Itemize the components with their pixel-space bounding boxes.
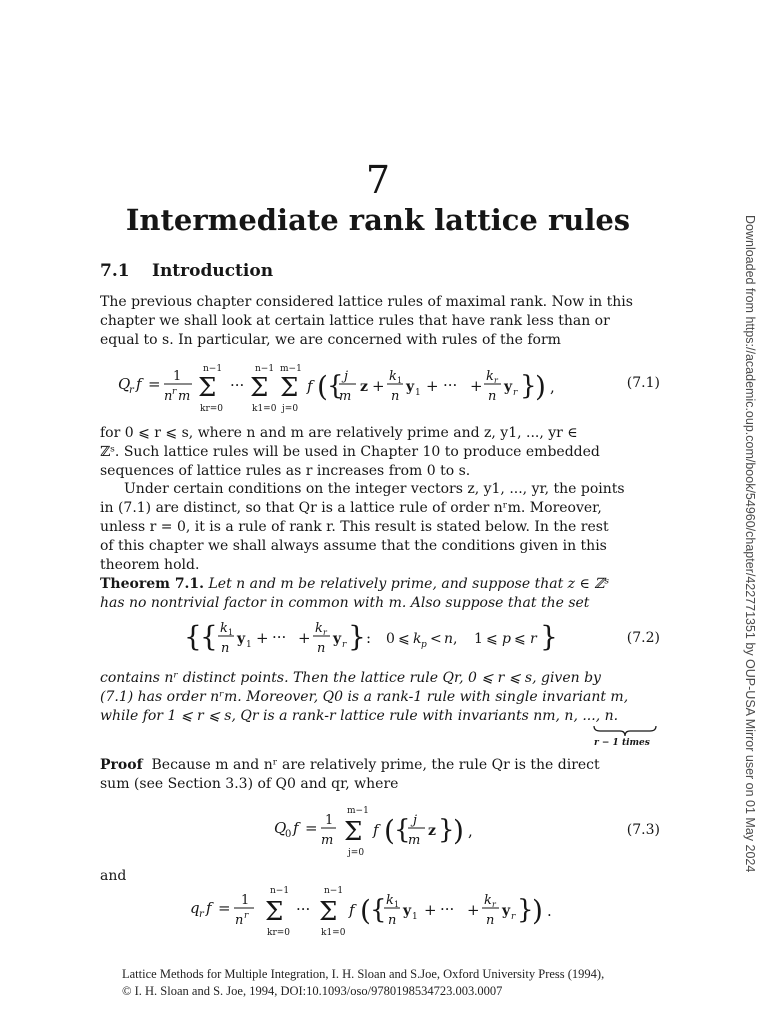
theorem-7-1-statement <box>100 575 660 613</box>
svg-text:n: n <box>486 913 495 928</box>
svg-text:r: r <box>492 900 496 909</box>
download-watermark: Downloaded from https://academic.oup.com/book/54960/chapter/422771351 by OUP-USA Mirror user on 01 May 2024 <box>743 215 757 873</box>
svg-text:r: r <box>530 631 537 647</box>
svg-text:n: n <box>444 631 454 647</box>
svg-text:1: 1 <box>173 369 182 384</box>
svg-text:n: n <box>388 913 397 928</box>
svg-text:k1=0: k1=0 <box>252 404 277 414</box>
svg-text:kr=0: kr=0 <box>200 404 224 414</box>
svg-text:n: n <box>488 389 497 404</box>
after-equation-paragraph <box>100 424 660 481</box>
svg-text:Σ: Σ <box>319 897 338 927</box>
equation-7-3 <box>270 800 510 860</box>
svg-text:n: n <box>221 641 230 656</box>
svg-text:{: { <box>327 371 344 401</box>
svg-text:m: m <box>178 389 191 404</box>
text-line: contains nʳ distinct points. Then the lattice rule Qr, 0 ⩽ r ⩽ s, given by <box>100 670 601 686</box>
svg-text:j=0: j=0 <box>348 848 365 858</box>
svg-text:j: j <box>413 813 418 828</box>
svg-text:1: 1 <box>412 912 418 922</box>
svg-text:(: ( <box>317 370 328 403</box>
svg-text:}: } <box>348 620 366 653</box>
svg-text:k: k <box>389 369 397 384</box>
svg-text:+: + <box>424 901 437 919</box>
svg-text:m−1: m−1 <box>280 364 302 374</box>
svg-text:n: n <box>164 389 173 404</box>
svg-text:1: 1 <box>325 813 334 828</box>
svg-text:+: + <box>470 377 483 395</box>
svg-text:r: r <box>244 911 249 921</box>
svg-text:1: 1 <box>241 893 250 908</box>
svg-text:{: { <box>394 815 411 845</box>
text-line: ℤˢ. Such lattice rules will be used in Chapter 10 to produce embedded <box>100 444 600 460</box>
equation-qr <box>186 880 586 942</box>
svg-text:1: 1 <box>397 376 403 385</box>
svg-text:}: } <box>540 620 558 653</box>
svg-text:n: n <box>317 641 326 656</box>
svg-text:Σ: Σ <box>250 373 269 403</box>
svg-text:k1=0: k1=0 <box>321 928 346 938</box>
svg-text:+: + <box>256 629 269 647</box>
svg-text:m−1: m−1 <box>347 806 369 816</box>
text-line: sum (see Section 3.3) of Q0 and qr, where <box>100 776 399 792</box>
svg-text:r: r <box>199 909 204 920</box>
svg-text:,: , <box>468 822 473 840</box>
svg-text:Q: Q <box>118 375 131 393</box>
svg-text:.: . <box>547 902 552 920</box>
equation-7-2 <box>180 614 580 664</box>
text-line: Under certain conditions on the integer vectors z, y1, ..., yr, the points <box>124 481 625 497</box>
svg-text:j: j <box>344 369 349 384</box>
svg-text:f: f <box>373 821 379 839</box>
svg-text:1: 1 <box>246 640 252 650</box>
svg-text:m: m <box>408 833 421 848</box>
svg-text:+: + <box>372 377 385 395</box>
svg-text:}: } <box>517 895 534 925</box>
svg-text::: : <box>366 629 372 647</box>
svg-text:): ) <box>453 814 464 847</box>
svg-text:n: n <box>235 913 244 928</box>
svg-text:···: ··· <box>443 376 458 394</box>
svg-text:p: p <box>502 631 511 647</box>
footer-line: Lattice Methods for Multiple Integration, I. H. Sloan and S.Joe, Oxford University Press (1994), <box>122 967 605 981</box>
text-line: unless r = 0, it is a rule of rank r. This result is stated below. In the rest <box>100 519 609 535</box>
conditions-paragraph <box>100 480 660 575</box>
text-line: Because m and nʳ are relatively prime, the rule Qr is the direct <box>151 757 600 773</box>
text-line: (7.1) has order nʳm. Moreover, Q0 is a rank-1 rule with single invariant m, <box>100 689 629 705</box>
svg-text:n: n <box>391 389 400 404</box>
equation-label-7-2: (7.2) <box>626 630 660 646</box>
citation-footer <box>122 966 604 1000</box>
intro-paragraph <box>100 293 660 350</box>
svg-text:}: } <box>520 371 537 401</box>
svg-text:{: { <box>184 620 202 653</box>
svg-text:k: k <box>413 631 422 647</box>
svg-text:=: = <box>148 375 161 393</box>
section-title: Introduction <box>152 261 274 281</box>
svg-text:z: z <box>360 379 368 395</box>
text-line: The previous chapter considered lattice rules of maximal rank. Now in this <box>100 294 633 310</box>
svg-text:+: + <box>298 629 311 647</box>
svg-text:f: f <box>307 377 313 395</box>
svg-text:n−1: n−1 <box>203 364 223 374</box>
svg-text:r: r <box>172 387 177 397</box>
svg-text:···: ··· <box>296 900 311 918</box>
svg-text:Q: Q <box>274 819 287 837</box>
svg-text:k: k <box>315 621 323 636</box>
text-line: has no nontrivial factor in common with m. Also suppose that the set <box>100 595 590 611</box>
text-line: for 0 ⩽ r ⩽ s, where n and m are relatively prime and z, y1, ..., yr ∈ <box>100 425 578 441</box>
svg-text:y: y <box>403 903 412 919</box>
svg-text:1: 1 <box>415 388 421 398</box>
svg-text:1: 1 <box>474 631 483 647</box>
svg-text:⩽: ⩽ <box>486 631 498 647</box>
svg-text:(: ( <box>360 894 371 927</box>
svg-text:{: { <box>200 620 218 653</box>
equation-label-7-1: (7.1) <box>626 375 660 391</box>
text-line: while for 1 ⩽ r ⩽ s, Qr is a rank-r lattice rule with invariants nm, n, ..., n. <box>100 708 619 724</box>
svg-text:z: z <box>428 823 436 839</box>
svg-text:kr=0: kr=0 <box>267 928 291 938</box>
svg-text:k: k <box>386 893 394 908</box>
svg-text:⩽: ⩽ <box>398 631 410 647</box>
svg-text:r: r <box>342 640 347 650</box>
svg-text:n−1: n−1 <box>255 364 275 374</box>
svg-text:y: y <box>333 631 342 647</box>
proof-paragraph <box>100 756 660 794</box>
svg-text:0: 0 <box>386 631 395 647</box>
svg-text:Σ: Σ <box>265 897 284 927</box>
svg-text:y: y <box>237 631 246 647</box>
text-line: equal to s. In particular, we are concerned with rules of the form <box>100 332 561 348</box>
svg-text:Σ: Σ <box>198 373 217 403</box>
svg-text:}: } <box>438 815 455 845</box>
svg-text:m: m <box>321 833 334 848</box>
svg-text:q: q <box>190 899 200 917</box>
equation-label-7-3: (7.3) <box>626 822 660 838</box>
text-line: of this chapter we shall always assume that the conditions given in this <box>100 538 607 554</box>
text-line: in (7.1) are distinct, so that Qr is a lattice rule of order nʳm. Moreover, <box>100 500 602 516</box>
svg-text:Σ: Σ <box>280 373 299 403</box>
svg-text:p: p <box>421 640 427 650</box>
svg-text:···: ··· <box>272 628 287 646</box>
svg-text:,: , <box>453 631 458 647</box>
svg-text:r: r <box>129 385 134 396</box>
text-line: Let n and m be relatively prime, and suppose that z ∈ ℤˢ <box>208 576 610 592</box>
svg-text:r: r <box>323 628 327 637</box>
svg-text:m: m <box>339 389 352 404</box>
underbrace-label: r − 1 times <box>594 738 650 748</box>
svg-text:r: r <box>494 376 498 385</box>
svg-text:+: + <box>426 377 439 395</box>
svg-text:=: = <box>305 819 318 837</box>
svg-text:,: , <box>550 378 555 396</box>
and-word: and <box>100 868 127 884</box>
text-line: chapter we shall look at certain lattice rules that have rank less than or <box>100 313 610 329</box>
svg-text:f: f <box>349 901 355 919</box>
theorem-label: Theorem 7.1. <box>100 576 205 592</box>
svg-text:···: ··· <box>440 900 455 918</box>
chapter-title: Intermediate rank lattice rules <box>125 203 631 237</box>
svg-text:y: y <box>406 379 415 395</box>
equation-7-1 <box>110 358 620 420</box>
svg-text:<: < <box>430 631 442 647</box>
svg-text:1: 1 <box>394 900 400 909</box>
svg-text:k: k <box>484 893 492 908</box>
theorem-7-1-conclusion <box>100 669 660 726</box>
svg-text:j=0: j=0 <box>282 404 299 414</box>
svg-text:f: f <box>136 375 142 393</box>
svg-text:): ) <box>535 370 546 403</box>
svg-text:f: f <box>206 899 212 917</box>
svg-text:0: 0 <box>285 829 292 840</box>
svg-text:k: k <box>486 369 494 384</box>
proof-label: Proof <box>100 757 143 773</box>
svg-text:{: { <box>370 895 387 925</box>
svg-text:1: 1 <box>228 628 234 637</box>
svg-text:r: r <box>511 912 516 922</box>
svg-text:n−1: n−1 <box>270 886 290 896</box>
svg-text:r: r <box>513 388 518 398</box>
svg-text:n−1: n−1 <box>324 886 344 896</box>
chapter-number: 7 <box>365 158 391 202</box>
svg-text:=: = <box>218 899 231 917</box>
svg-text:k: k <box>220 621 228 636</box>
svg-text:f: f <box>293 819 299 837</box>
section-heading <box>100 259 273 283</box>
svg-text:Σ: Σ <box>344 817 363 847</box>
text-line: sequences of lattice rules as r increases from 0 to s. <box>100 463 471 479</box>
text-line: theorem hold. <box>100 557 200 573</box>
svg-text:): ) <box>532 894 543 927</box>
svg-text:⩽: ⩽ <box>514 631 526 647</box>
svg-text:y: y <box>504 379 513 395</box>
svg-text:(: ( <box>384 814 395 847</box>
svg-text:+: + <box>467 901 480 919</box>
svg-text:y: y <box>502 903 511 919</box>
footer-line: © I. H. Sloan and S. Joe, 1994, DOI:10.1093/oso/9780198534723.003.0007 <box>122 984 503 998</box>
section-number: 7.1 <box>100 261 130 281</box>
svg-text:···: ··· <box>230 376 245 394</box>
